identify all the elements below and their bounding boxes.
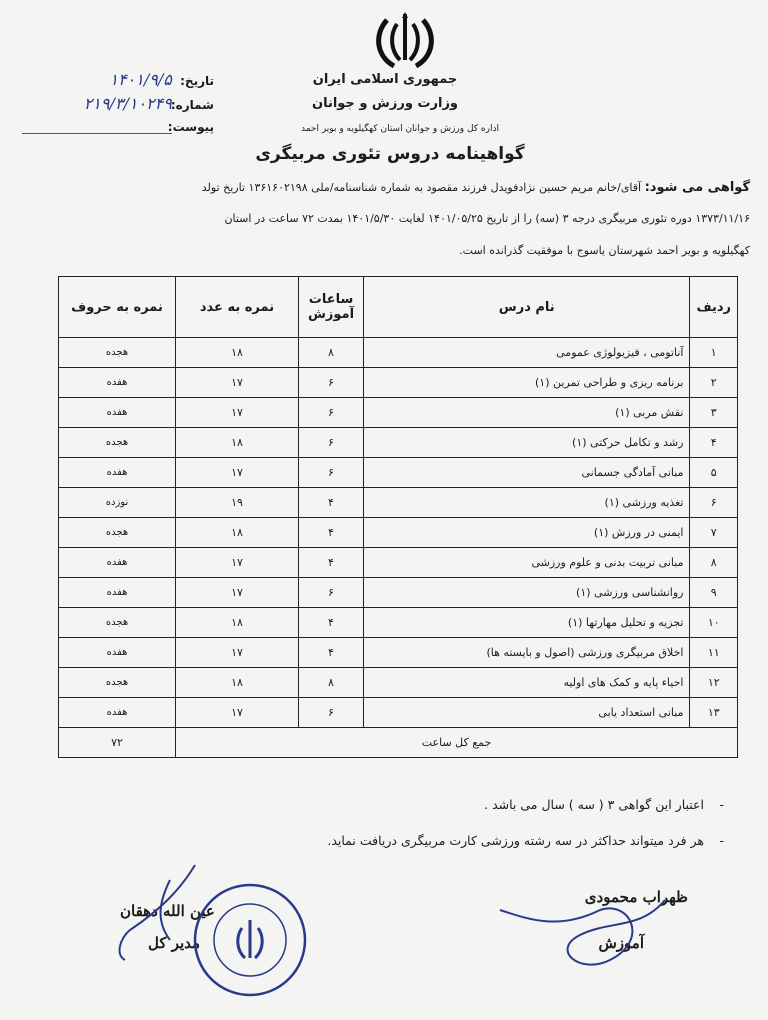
body-line-1: [10, 180, 750, 195]
table-row: [59, 698, 738, 728]
row-score-words: هفده: [59, 578, 176, 608]
row-score-number: ۱۸: [176, 608, 299, 638]
note-bullet: -: [719, 797, 724, 812]
row-score-number: ۱۷: [176, 638, 299, 668]
total-label: جمع کل ساعت: [176, 728, 738, 758]
row-hours: ۴: [299, 548, 364, 578]
row-index: ۲: [690, 368, 738, 398]
table-row: [59, 398, 738, 428]
row-score-number: ۱۷: [176, 458, 299, 488]
row-index: ۱۳: [690, 698, 738, 728]
row-index: ۴: [690, 428, 738, 458]
row-score-words: هجده: [59, 338, 176, 368]
body-line-1-rest: آقای/خانم مریم حسین نژادفویدل فرزند مقصود به شماره شناسنامه/ملی ۱۳۶۱۶۰۲۱۹۸ تاریخ تولد: [201, 181, 642, 194]
row-score-number: ۱۷: [176, 578, 299, 608]
table-row: [59, 548, 738, 578]
official-stamp: [190, 880, 310, 1000]
row-index: ۱۱: [690, 638, 738, 668]
row-course: تجزیه و تحلیل مهارتها (۱): [364, 608, 690, 638]
row-score-words: هفده: [59, 548, 176, 578]
row-course: مبانی آمادگی جسمانی: [364, 458, 690, 488]
date-label: تاریخ:: [180, 74, 214, 88]
row-score-number: ۱۷: [176, 368, 299, 398]
meta-attachment: [14, 120, 214, 134]
table-header-row: [59, 277, 738, 338]
attachment-label: پیوست:: [167, 120, 214, 134]
note-bullet: -: [719, 833, 724, 848]
row-hours: ۶: [299, 698, 364, 728]
signature-right-title: آموزش: [598, 934, 644, 952]
meta-date: [14, 70, 214, 89]
row-index: ۶: [690, 488, 738, 518]
signature-right-name: ظهراب محمودی: [584, 888, 688, 906]
row-course: رشد و تکامل حرکتی (۱): [364, 428, 690, 458]
row-score-number: ۱۸: [176, 668, 299, 698]
header-ministry: وزارت ورزش و جوانان: [311, 96, 459, 111]
table-row: [59, 668, 738, 698]
row-index: ۱: [690, 338, 738, 368]
row-hours: ۶: [299, 458, 364, 488]
row-score-words: هفده: [59, 458, 176, 488]
row-score-words: هجده: [59, 428, 176, 458]
row-score-words: هفده: [59, 638, 176, 668]
table-row: [59, 458, 738, 488]
row-hours: ۶: [299, 428, 364, 458]
row-index: ۸: [690, 548, 738, 578]
handwritten-signature-right: [490, 880, 680, 990]
row-score-number: ۱۷: [176, 548, 299, 578]
number-value: ۲۱۹/۳/۱۰۲۴۹: [83, 94, 172, 113]
note-text: اعتبار این گواهی ۳ ( سه ) سال می باشد .: [484, 797, 704, 812]
row-score-number: ۱۷: [176, 698, 299, 728]
row-hours: ۶: [299, 578, 364, 608]
row-hours: ۴: [299, 608, 364, 638]
row-index: ۵: [690, 458, 738, 488]
table-row: [59, 608, 738, 638]
row-course: ایمنی در ورزش (۱): [364, 518, 690, 548]
total-row: [59, 728, 738, 758]
table-row: [59, 338, 738, 368]
table-row: [59, 578, 738, 608]
row-course: احیاء پایه و کمک های اولیه: [364, 668, 690, 698]
body-line-2: ۱۳۷۳/۱۱/۱۶ دوره تئوری مربیگری درجه ۳ (سه) را از تاریخ ۱۴۰۱/۰۵/۲۵ لغایت ۱۴۰۱/۵/۳۰ بمدت ۷۲ ساعت در استان: [224, 212, 750, 225]
header-department: اداره کل ورزش و جوانان استان کهگیلویه و بویر احمد: [300, 124, 499, 134]
signature-left-title: مدیر کل: [148, 934, 201, 952]
table-row: [59, 518, 738, 548]
signature-left-name: عین الله دهقان: [120, 902, 215, 920]
row-hours: ۶: [299, 368, 364, 398]
note-validity: [164, 797, 724, 812]
row-course: آناتومی ، فیزیولوژی عمومی: [364, 338, 690, 368]
row-score-words: هجده: [59, 518, 176, 548]
row-score-words: هجده: [59, 668, 176, 698]
total-value: ۷۲: [59, 728, 176, 758]
row-score-words: هفده: [59, 398, 176, 428]
date-value: ۱۴۰۱/۹/۵: [109, 70, 172, 89]
row-course: مبانی تربیت بدنی و علوم ورزشی: [364, 548, 690, 578]
row-hours: ۴: [299, 518, 364, 548]
header-score-number: نمره به عدد: [176, 277, 299, 338]
row-index: ۱۲: [690, 668, 738, 698]
table-row: [59, 368, 738, 398]
table-row: [59, 428, 738, 458]
row-score-words: نوزده: [59, 488, 176, 518]
row-hours: ۴: [299, 638, 364, 668]
row-score-number: ۱۹: [176, 488, 299, 518]
row-index: ۹: [690, 578, 738, 608]
body-lead: گواهی می شود:: [644, 180, 750, 195]
row-hours: ۸: [299, 338, 364, 368]
row-score-words: هجده: [59, 608, 176, 638]
row-course: مبانی استعداد یابی: [364, 698, 690, 728]
meta-number: [14, 94, 214, 113]
row-score-words: هفده: [59, 368, 176, 398]
header-course: نام درس: [364, 277, 690, 338]
header-hours: ساعات آموزش: [299, 277, 364, 338]
header-country: جمهوری اسلامی ایران: [312, 72, 458, 87]
row-index: ۱۰: [690, 608, 738, 638]
body-line-3: کهگیلویه و بویر احمد شهرستان یاسوج با موفقیت گذرانده است.: [459, 244, 750, 257]
row-hours: ۴: [299, 488, 364, 518]
table-row: [59, 488, 738, 518]
row-score-number: ۱۷: [176, 398, 299, 428]
row-course: برنامه ریزی و طراحی تمرین (۱): [364, 368, 690, 398]
table-row: [59, 638, 738, 668]
row-course: روانشناسی ورزشی (۱): [364, 578, 690, 608]
attachment-line: [22, 121, 172, 134]
row-course: نقش مربی (۱): [364, 398, 690, 428]
certificate-title: گواهینامه دروس تئوری مربیگری: [255, 144, 525, 164]
note-text: هر فرد میتواند حداکثر در سه رشته ورزشی کارت مربیگری دریافت نماید.: [327, 833, 704, 848]
row-index: ۷: [690, 518, 738, 548]
note-limit: [164, 833, 724, 848]
header-score-words: نمره به حروف: [59, 277, 176, 338]
grades-table: [58, 276, 738, 758]
row-score-words: هفده: [59, 698, 176, 728]
row-index: ۳: [690, 398, 738, 428]
header-index: ردیف: [690, 277, 738, 338]
iran-emblem-icon: [370, 10, 440, 72]
row-score-number: ۱۸: [176, 428, 299, 458]
row-hours: ۸: [299, 668, 364, 698]
row-score-number: ۱۸: [176, 338, 299, 368]
row-course: تغذیه ورزشی (۱): [364, 488, 690, 518]
row-score-number: ۱۸: [176, 518, 299, 548]
row-course: اخلاق مربیگری ورزشی (اصول و بایسته ها): [364, 638, 690, 668]
row-hours: ۶: [299, 398, 364, 428]
number-label: شماره:: [170, 98, 214, 112]
